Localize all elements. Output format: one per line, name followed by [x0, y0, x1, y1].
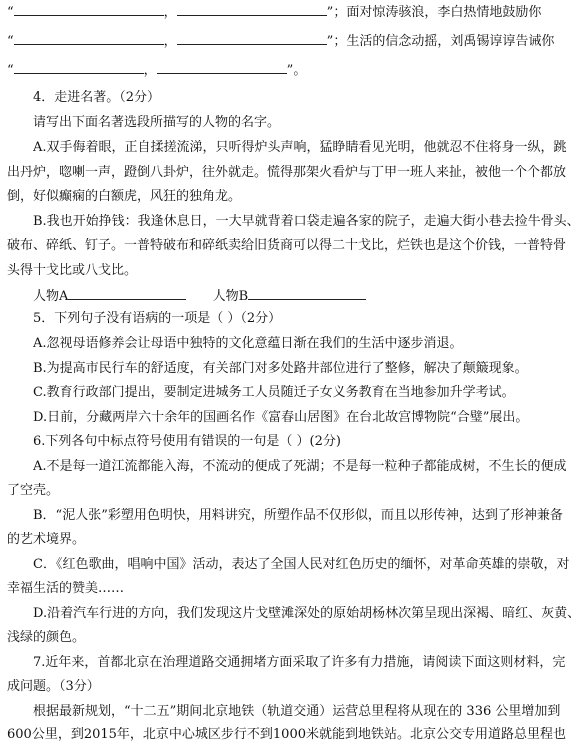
q4-option-a-line: A.双手侮着眼，正自揉搓流涕，只听得炉头声响，猛睁睛看见光明，他就忍不住将身一纵，跳: [33, 140, 567, 155]
person-b-blank[interactable]: [248, 287, 366, 300]
fill-line-text: ”；面对惊涛骇浪，李白热情地鼓励你: [326, 5, 542, 20]
q5-title: 5．下列句子没有语病的一项是（ ）（2分）: [33, 311, 282, 326]
q7-title-line: 成问题。（3分）: [7, 679, 100, 694]
fill-line-1: [7, 3, 580, 21]
q6-option-a-line: 了空壳。: [7, 483, 60, 498]
separator: ，: [143, 63, 157, 78]
answer-blank[interactable]: [14, 3, 164, 16]
separator: ，: [163, 5, 177, 20]
person-b-label: 人物B: [212, 289, 249, 304]
q6-option-a-line: A.不是每一道江流都能入海，不流动的便成了死湖；不是每一粒种子都能成树，不生长的便成: [33, 459, 567, 474]
fill-line-text: ”；生活的信念动摇，刘禹锡谆谆告诫你: [326, 34, 555, 49]
answer-blank[interactable]: [177, 3, 327, 16]
q4-option-b-line: B.我也开始挣钱：我逢休息日，一大早就背着口袋走遍各家的院子，走遍大街小巷去捡牛骨头、: [33, 214, 580, 229]
person-a-label: 人物A: [33, 289, 69, 304]
separator: ，: [163, 34, 177, 49]
fill-line-3: [7, 61, 580, 79]
q5-option-b: B.为提高市民行车的舒适度，有关部门对多处路井部位进行了整修，解决了颠簸现象。: [33, 361, 528, 376]
q7-passage-line: 600公里，到2015年，北京中心城区步行不到1000米就能到地铁站。北京公交专用道路总里程也: [7, 727, 566, 742]
q6-option-b-line: B．“泥人张”彩塑用色明快，用料讲究，所塑作品不仅形似，而且以形传神，达到了形神兼备: [33, 508, 563, 523]
q4-person-answers: [33, 287, 580, 305]
answer-blank[interactable]: [157, 61, 287, 74]
q4-option-a-line: 倒，好似癫痫的白额虎，风狂的独角龙。: [7, 189, 242, 204]
q6-option-d-line: D.沿着汽车行进的方向，我们发现这片戈壁滩深处的原始胡杨林次第呈现出深褐、暗红、灰黄、: [33, 606, 580, 621]
quote-open: “: [7, 5, 14, 20]
q4-option-a-line: 出丹炉，唿喇一声，蹬倒八卦炉，往外就走。慌得那架火看炉与丁甲一班人来扯，被他一个个都放: [7, 165, 567, 180]
fill-line-text: ”。: [286, 63, 307, 78]
person-a-blank[interactable]: [68, 287, 186, 300]
q5-option-d: D.日前，分藏两岸六十余年的国画名作《富春山居图》在台北故宫博物院“合璧”展出。: [33, 410, 529, 425]
answer-blank[interactable]: [177, 32, 327, 45]
answer-blank[interactable]: [14, 61, 144, 74]
q6-option-c-line: C．《红色歌曲，唱响中国》活动，表达了全国人民对红色历史的缅怀，对革命英雄的崇敬，对: [33, 557, 570, 572]
q6-option-c-line: 幸福生活的赞美……: [7, 581, 125, 596]
quote-open: “: [7, 34, 14, 49]
q4-option-b-line: 头得十戈比或八戈比。: [7, 263, 138, 278]
fill-line-2: [7, 32, 580, 50]
q6-option-b-line: 的艺术境界。: [7, 532, 86, 547]
q7-title-line: 7.近年来，首都北京在治理道路交通拥堵方面采取了许多有力措施，请阅读下面这则材料，完: [33, 655, 566, 670]
q7-passage-line: 根据最新规划，“十二五”期间北京地铁（轨道交通）运营总里程将从现在的 336 公里增加到: [33, 704, 561, 719]
answer-blank[interactable]: [14, 32, 164, 45]
q5-option-c: C.教育行政部门提出，要制定进城务工人员随迁子女义务教育在当地参加升学考试。: [33, 385, 515, 400]
q5-option-a: A.忽视母语修养会让母语中独特的文化意蕴日渐在我们的生活中逐步消退。: [33, 336, 463, 351]
q4-option-b-line: 破布、碎纸、钉子。一普特破布和碎纸卖给旧货商可以得二十戈比，烂铁也是这个价钱，一普特骨: [7, 238, 567, 253]
q4-title: 4．走进名著。（2分）: [33, 90, 161, 105]
q6-option-d-line: 浅绿的颜色。: [7, 630, 86, 645]
q4-instruction: 请写出下面名著选段所描写的人物的名字。: [33, 115, 281, 130]
q6-title: 6.下列各句中标点符号使用有错误的一句是（ ）(2分): [33, 434, 341, 449]
quote-open: “: [7, 63, 14, 78]
